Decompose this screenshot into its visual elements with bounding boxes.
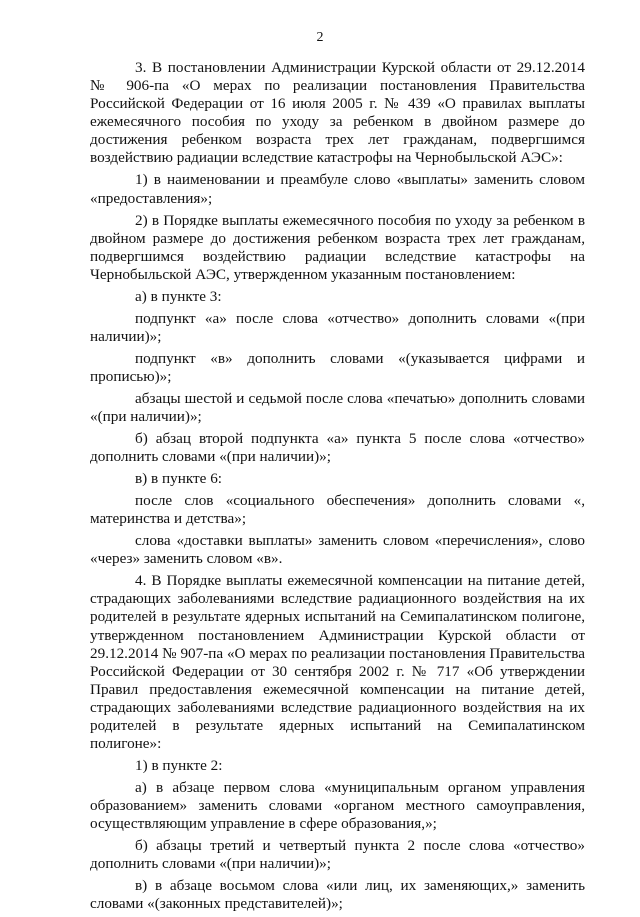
paragraph-text: подпункт «а» после слова «отчество» дополнить словами «(при наличии)»; (90, 309, 585, 345)
subitem-2: 2) в Порядке выплаты ежемесячного пособия по уходу за ребенком в двойном размере до достижения ребенком возраста трех лет гражданам, подвергшимся воздействию радиации вследствие катастрофы на Чернобыльской АЭС, утвержденном указанным постановлением: (90, 211, 585, 283)
paragraph-item-3: 3. В постановлении Администрации Курской области от 29.12.2014 № 906-па «О мерах по реализации постановления Правительства Российской Федерации от 16 июля 2005 г. № 439 «О правилах выплаты ежемесячного пособия по уходу за ребенком в двойном размере до достижения ребенком возраста трех лет гражданам, подвергшимся воздействию радиации вследствие катастрофы на Чернобыльской АЭС»: (90, 59, 585, 167)
subitem-v: в) в абзаце восьмом слова «или лиц, их заменяющих,» заменить словами «(законных представителей)»; (90, 877, 585, 913)
subitem-a: а) в пункте 3: (135, 287, 222, 305)
paragraph-text: абзацы шестой и седьмой после слова «печатью» дополнить словами «(при наличии)»; (90, 389, 585, 426)
subitem-v: в) в пункте 6: (135, 470, 223, 488)
subitem-1: 1) в пункте 2: (135, 757, 223, 775)
subitem-1: 1) в наименовании и преамбуле слово «выплаты» заменить словом «предоставления»; (90, 171, 585, 207)
paragraph-text: слова «доставки выплаты» заменить словом «перечисления», слово «через» заменить словом «в». (90, 532, 585, 568)
document-body (90, 59, 585, 917)
subitem-a: а) в абзаце первом слова «муниципальным органом управления образованием» заменить словами «органом местного самоуправления, осуществляющим управление в сфере образования,»; (90, 779, 585, 833)
subitem-b: б) абзацы третий и четвертый пункта 2 после слова «отчество» дополнить словами «(при наличии)»; (90, 837, 585, 873)
paragraph-text: после слов «социального обеспечения» дополнить словами «, материнства и детства»; (90, 492, 585, 528)
paragraph-text: подпункт «в» дополнить словами «(указывается цифрами и прописью)»; (90, 349, 585, 385)
paragraph-item-4: 4. В Порядке выплаты ежемесячной компенсации на питание детей, страдающих заболеваниями вследствие радиационного воздействия на их родителей в результате ядерных испытаний на Семипалатинском полигоне, утвержденном постановлением Администрации Курской области от 29.12.2014 № 907-па «О мерах по реализации постановления Правительства Российской Федерации от 30 сентября 2002 г. № 717 «Об утверждении Правил предоставления ежемесячной компенсации на питание детей, страдающих заболеваниями вследствие радиационного воздействия на их родителей в результате ядерных испытаний на Семипалатинском полигоне»: (90, 572, 585, 753)
subitem-b: б) абзац второй подпункта «а» пункта 5 после слова «отчество» дополнить словами «(при наличии)»; (90, 430, 585, 466)
page-number: 2 (316, 30, 324, 45)
